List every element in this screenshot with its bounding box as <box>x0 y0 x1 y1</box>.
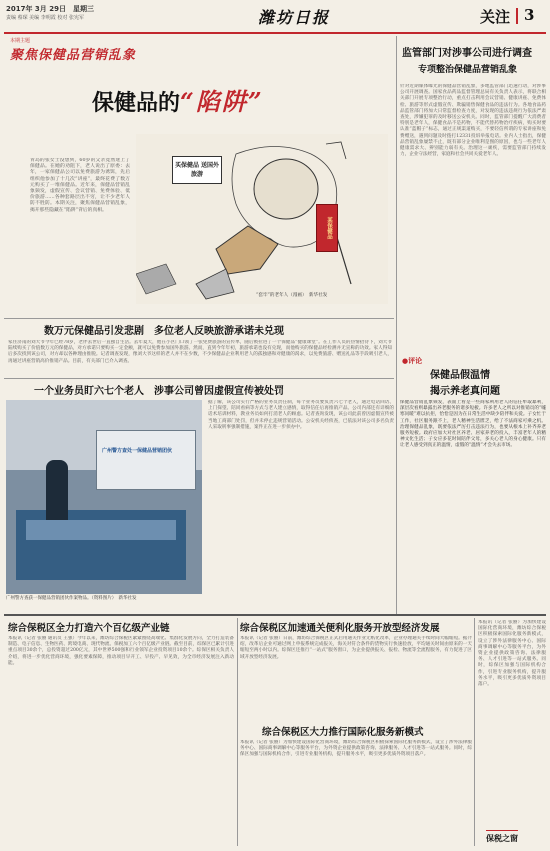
b1-body: 本报讯（记者 张丽 通讯员 王强）今年以来，潍坊综合保税区紧紧围绕高端化、集群化发展方向，全力打造装备制造、电子信息、生物医药、跨境电商、现代物流、保税加工六个百亿级产业链。截至目前，综保区已累计引进重点项目30余个，总投资超过200亿元，其中世界500强和行业领军企业投资项目10余个。综保区相关负责人介绍，将进一步优化营商环境，强化要素保障，推动项目早开工、早投产、早见效，为全市经济发展注入新动能。 <box>8 636 234 666</box>
a3-title: 一个业务员盯六七个老人 涉事公司曾因虚假宣传被处罚 <box>34 386 284 397</box>
section-divider <box>516 8 518 24</box>
a4-body: 保健品营销乱象频发，表面上看是一些商家利用老人的信任牟取暴利，深层次看则暴露出养老服务的诸多短板。许多老人之所以对推销员的“嘘寒问暖”难以抗拒，恰恰是因为在日常生活中缺少陪伴和关爱。子女忙于工作，社区服务跟不上，老人精神生活匮乏，给了不法商家可乘之机。治理保健品乱象，既要依法严厉打击违法行为，也要从根本上补齐养老服务短板。政府应加大对社区养老、居家养老的投入，丰富老年人的精神文化生活；子女应多花时间陪伴父母，多关心老人的身心健康。只有让老人感受到真正的温情，虚假的“温情”才会失去市场。 <box>400 400 546 449</box>
b3-title: 综合保税区大力推行国际化服务新模式 <box>262 727 424 738</box>
a2-top-rule <box>4 318 394 319</box>
masthead <box>0 0 550 34</box>
a3-top-rule <box>4 378 394 379</box>
cartoon-caption: “套牢”的老年人（漫画） 新华社发 <box>256 293 328 298</box>
topic-headline <box>92 82 264 117</box>
masthead-rule <box>4 32 546 34</box>
commentary-bullet-icon: ● <box>402 357 409 365</box>
page-number: 3 <box>524 6 535 24</box>
photo-crates-row <box>26 520 176 540</box>
photo-van-text: 广州警方查处一保健品营销团伙 <box>102 448 173 454</box>
column-divider <box>396 36 397 616</box>
b-divider-1 <box>237 618 238 846</box>
photo-person <box>46 460 68 520</box>
a1-body: 针对近期媒体曝光的保健品营销乱象，多地监管部门迅速行动，对涉事公司开展调查。国家食品药品监督管理总局有关负责人表示，将联合相关部门开展专项整治行动，重点打击利用会议营销、健康讲座、免费体检、旅游等形式虚假宣传、欺骗销售保健食品的违法行为。各地食品药品监管部门将加大日常监督检查力度，对发现的违法违规行为依法严肃查处，涉嫌犯罪的及时移送公安机关。同时，监管部门提醒广大消费者特别是老年人，保健食品不是药物，不能代替药物治疗疾病，购买时要认准“蓝帽子”标志，通过正规渠道购买，不要轻信所谓的专家讲座和免费赠送，遇到问题及时拨打12331投诉举报电话。业内人士指出，保健品营销乱象屡禁不止，既有部分企业唯利是图的原因，也与一些老年人健康需求大、辨别能力弱有关。治理这一顽疾，需要监管部门持续发力，企业守法经营，家庭和社会共同关爱老年人。 <box>400 84 546 158</box>
section-title: 关注 <box>480 8 511 26</box>
headline-quote: “陷阱” <box>180 87 264 116</box>
commentary-label: 评论 <box>408 357 423 365</box>
photo-police-van <box>96 430 196 490</box>
headline-prefix: 保健品的 <box>92 90 181 116</box>
a3-caption: 广州警方查获一保健品营销团伙作案物品。（资料图片） 新华社发 <box>6 596 137 601</box>
b2-body: 本报讯（记者 张丽）日前，潍坊综合保税区正式启用通关作业无纸化改革，企业办理通关手续时间大幅缩短。据介绍，改革后企业可通过网上申报系统完成报关，海关对符合条件的货物实行快速验放，平均通关时间由原来的一天缩短至两小时以内。综保区还推行“一站式”服务窗口，为企业提供报关、报检、物流等全流程服务，有力促进了区域开放型经济发展。 <box>240 636 472 660</box>
a1-title: 监管部门对涉事公司进行调查 <box>402 48 532 59</box>
b3-body: 本报讯（记者 张丽）为加快建设国际化营商环境，潍坊综合保税区积极探索国际化服务新模式，设立了涉外法律服务中心、国际商事调解中心等服务平台，为外资企业提供政策咨询、法律服务、人才引进等一站式服务。同时，综保区加强与国际机构合作，引进专业服务机构，提升服务水平，吸引更多优质外资项目落户。 <box>240 740 472 758</box>
a2-body: 家住济南的刘大爷今年已经78岁，老伴去世后一直独自生活。去年夏天，他在小区门口领了一张免费旅游的宣传单，随后被拉进了一个保健品“健康课堂”。在工作人员的热情招待下，刘大爷陆续购买了价值数万元的保健品，对方承诺只要购买一定金额，就可以免费参加国外旅游。然而，直到今年年初，旅游承诺也没有兑现，而他购买的保健品经检测并无宣称的功效。家人得知后多次找到该公司，对方却以各种理由推脱。记者调查发现，像刘大爷这样的老人并不在少数，不少保健品企业利用老人的孤独感和对健康的渴求，以免费旅游、赠送礼品等手段吸引老人，再通过讲座营销高价推销产品。目前，有关部门已介入调查。 <box>8 340 392 364</box>
bottom-section-rule <box>4 614 546 616</box>
a3-body: 据了解，该公司实行严格的业务员责任制，每个业务员要负责六七个老人，通过电话回访、上门探望、陪同看病等方式与老人建立感情，取得信任后再推销产品。公司内部还有详细的话术培训材料，教业务员如何打消老人的顾虑。记者查询发现，该公司此前曾因虚假宣传被当地工商部门处罚，但并未停止违规营销活动。公安机关经侦查，已依法对该公司多名负责人采取刑事强制措施，案件正在进一步侦办中。 <box>208 400 394 430</box>
topic-label: 本期主题 <box>10 38 31 44</box>
topic-intro: 青岛的张女士没想到，60岁的父亲竟然迷上了保健品。在她的劝阻下，老人说出了原委：去年，一家保健品公司以免费旅游为诱饵，先后组织他参加了十几次“讲座”，最终花费了数万元购买了一堆保健品。近年来，保健品营销乱象频发，虚假宣传、会议营销、免费体验、低价旅游……各种套路层出不穷，让不少老年人防不胜防。本期关注，聚焦保健品营销乱象，揭开那些隐藏在“陷阱”背后的真相。 <box>30 158 130 213</box>
paper-logo: 潍坊日报 <box>258 8 331 27</box>
cartoon-illustration <box>136 134 388 304</box>
editor-credits: 责编 蔡琛 美编 李明霞 校对 张宪军 <box>6 15 84 21</box>
topic-banner: 聚焦保健品营销乱象 <box>10 48 137 63</box>
b-divider-2 <box>474 618 475 846</box>
b1-title: 综合保税区全力打造六个百亿级产业链 <box>8 623 170 634</box>
cartoon-product-box: 某保健品 <box>316 204 338 252</box>
a3-photo <box>6 400 202 594</box>
a2-title: 数万元保健品引发悲剧 多位老人反映旅游承诺未兑现 <box>44 326 284 337</box>
cartoon-sign: 买保健品 送国外旅游 <box>172 156 222 184</box>
b2-title: 综合保税区加速通关便利化服务开放型经济发展 <box>240 623 440 634</box>
footer-section-tag: 保税之窗 <box>486 830 518 844</box>
a4-subtitle: 揭示养老真问题 <box>430 386 500 397</box>
a1-subtitle: 专项整治保健品营销乱象 <box>418 65 518 75</box>
issue-date: 2017年 3月 29日 星期三 <box>6 5 94 13</box>
a4-title: 保健品假温情 <box>430 370 490 381</box>
commentary-tag <box>402 356 422 366</box>
b-right-column: 本报讯（记者 张丽）为加快建设国际化营商环境，潍坊综合保税区积极探索国际化服务新模式，设立了涉外法律服务中心、国际商事调解中心等服务平台，为外资企业提供政策咨询、法律服务、人才引进等一站式服务。同时，综保区加强与国际机构合作，引进专业服务机构，提升服务水平，吸引更多优质外资项目落户。 <box>478 620 546 688</box>
